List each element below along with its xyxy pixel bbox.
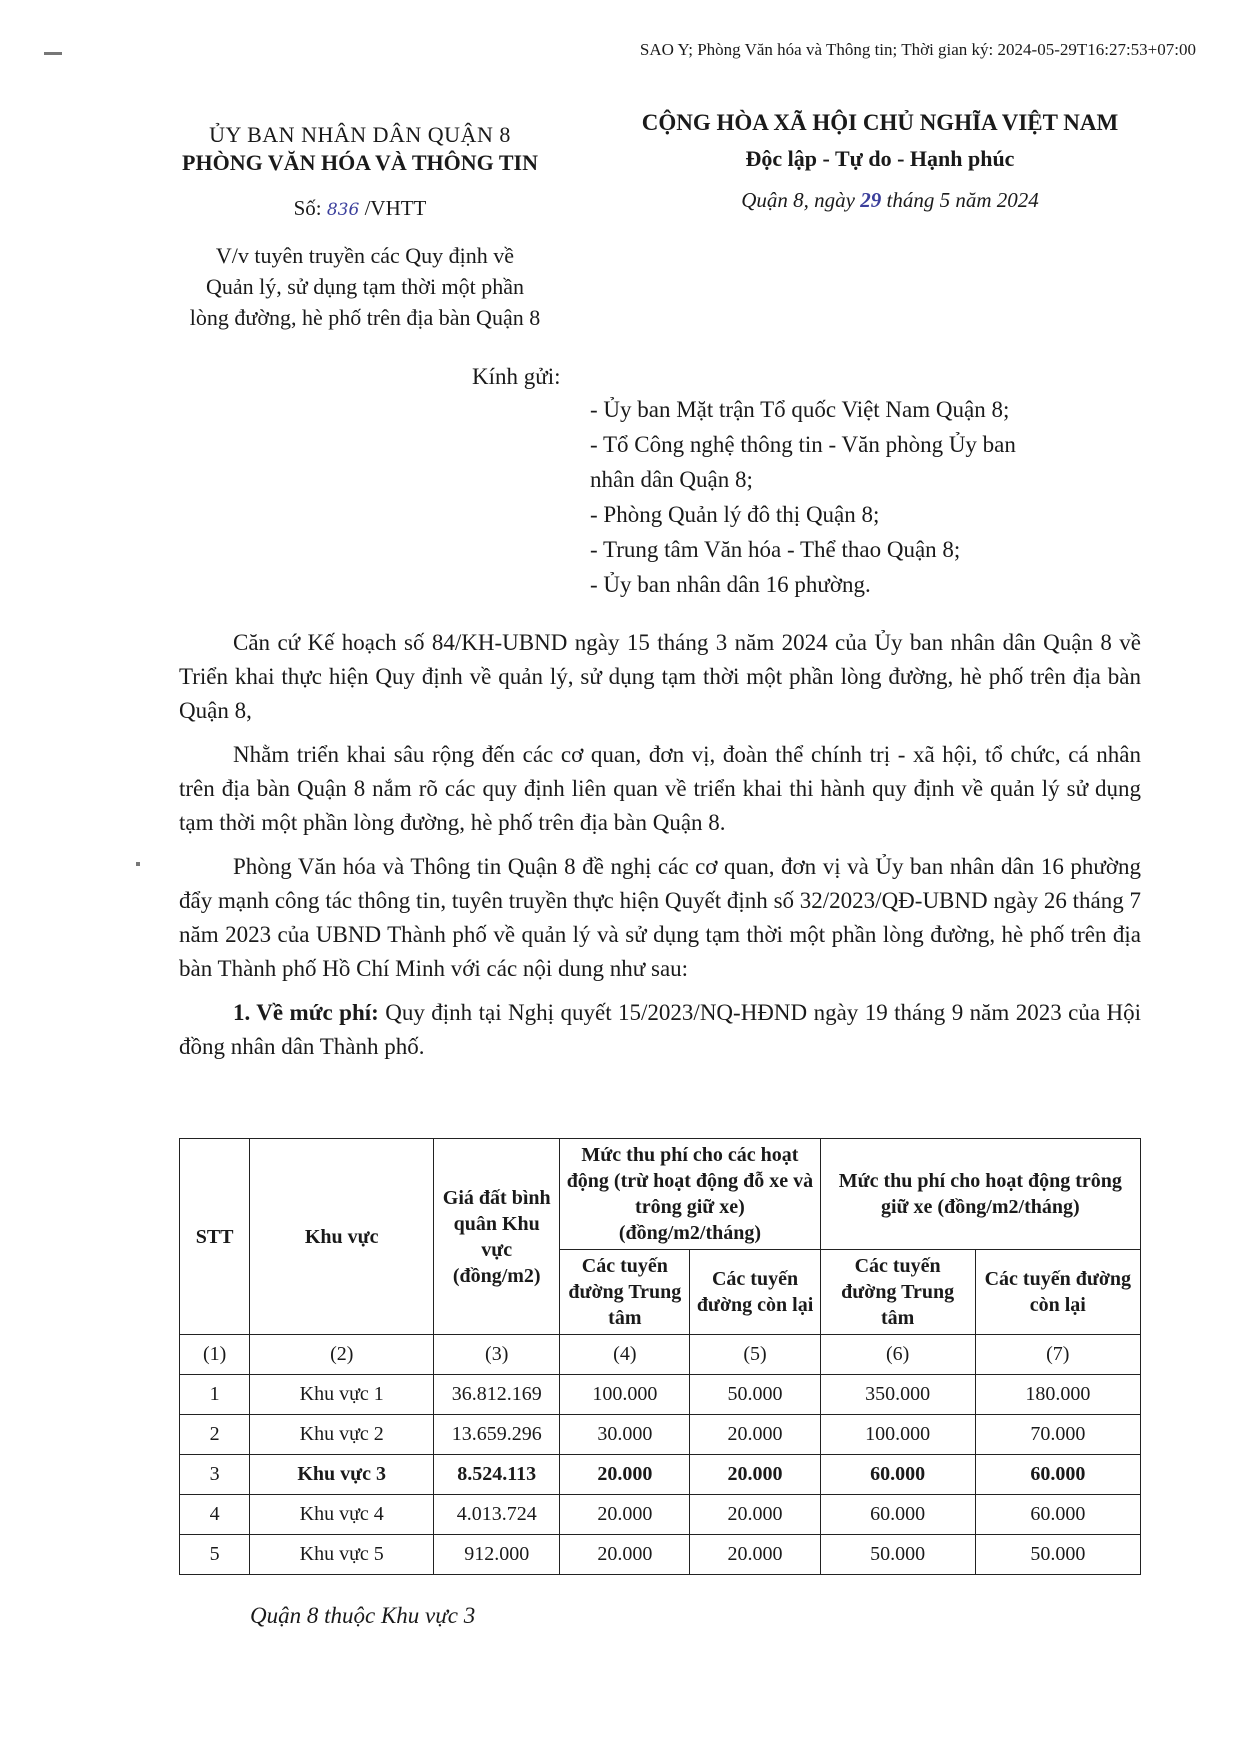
scan-dot [136,862,140,866]
table-cell: Khu vực 2 [250,1415,434,1455]
table-row [180,1375,1141,1415]
table-cell: 4 [180,1495,250,1535]
national-motto: Độc lập - Tự do - Hạnh phúc [745,146,1015,171]
table-cell: (3) [434,1335,560,1375]
table-cell: 30.000 [560,1415,690,1455]
table-cell: (5) [690,1335,820,1375]
issuing-department: PHÒNG VĂN HÓA VÀ THÔNG TIN [182,150,538,175]
table-cell: (1) [180,1335,250,1375]
table-cell: (2) [250,1335,434,1375]
table-cell: 50.000 [975,1535,1140,1575]
table-cell: 3 [180,1455,250,1495]
table-cell: 50.000 [690,1375,820,1415]
header-parking-other: Các tuyến đường còn lại [975,1250,1140,1335]
recipient-item: - Ủy ban Mặt trận Tổ quốc Việt Nam Quận 8; [590,397,1010,422]
table-cell: (7) [975,1335,1140,1375]
table-cell: 70.000 [975,1415,1140,1455]
handwritten-number: 836 [326,200,360,220]
table-cell: 20.000 [560,1455,690,1495]
table-cell: 100.000 [820,1415,975,1455]
paragraph-fee-section: 1. Về mức phí: Quy định tại Nghị quyết 15/2023/NQ-HĐND ngày 19 tháng 9 năm 2023 của Hội đồng nhân dân Thành phố. [179,1000,1141,1059]
table-row [180,1415,1141,1455]
table-cell: 20.000 [690,1535,820,1575]
header-activity-other: Các tuyến đường còn lại [690,1250,820,1335]
table-cell: 350.000 [820,1375,975,1415]
subject-line-1: V/v tuyên truyền các Quy định về [215,243,515,268]
issuing-authority: ỦY BAN NHÂN DÂN QUẬN 8 [209,122,511,147]
table-cell: Khu vực 4 [250,1495,434,1535]
table-cell: 60.000 [975,1495,1140,1535]
header-parking-fee: Mức thu phí cho hoạt động trông giữ xe (đồng/m2/tháng) [820,1139,1140,1250]
greeting: Kính gửi: [472,364,561,389]
fee-table [179,1138,1141,1575]
table-cell: 20.000 [690,1455,820,1495]
table-cell: 20.000 [560,1535,690,1575]
table-cell: Khu vực 1 [250,1375,434,1415]
recipient-item: - Ủy ban nhân dân 16 phường. [590,572,871,597]
issue-date: Quận 8, ngày 29 tháng 5 năm 2024 [741,188,1039,212]
table-cell: 20.000 [690,1415,820,1455]
table-cell: 60.000 [820,1455,975,1495]
recipient-item: - Trung tâm Văn hóa - Thể thao Quận 8; [590,537,961,562]
table-cell: 912.000 [434,1535,560,1575]
table-cell: 60.000 [975,1455,1140,1495]
table-cell: 4.013.724 [434,1495,560,1535]
table-cell: (6) [820,1335,975,1375]
table-cell: 13.659.296 [434,1415,560,1455]
table-cell: 1 [180,1375,250,1415]
table-cell: 60.000 [820,1495,975,1535]
table-cell: (4) [560,1335,690,1375]
document-body [179,626,1141,1074]
table-cell: 36.812.169 [434,1375,560,1415]
table-cell: Khu vực 3 [250,1455,434,1495]
recipient-item: nhân dân Quận 8; [590,467,753,492]
header-stt: STT [180,1139,250,1335]
copy-signature-stamp: SAO Y; Phòng Văn hóa và Thông tin; Thời gian ký: 2024-05-29T16:27:53+07:00 [639,40,1196,59]
recipient-list [590,392,1150,602]
paragraph-purpose: Nhằm triển khai sâu rộng đến các cơ quan, đơn vị, đoàn thể chính trị - xã hội, tổ chức, cá nhân trên địa bàn Quận 8 nắm rõ các quy định liên quan về triển khai thi hành quy định về quản lý sử dụng tạm thời một phần lòng đường, hè phố trên địa bàn Quận 8. [179,742,1141,835]
header-area: Khu vực [250,1139,434,1335]
table-cell: 100.000 [560,1375,690,1415]
table-index-row [180,1335,1141,1375]
paragraph-basis: Căn cứ Kế hoạch số 84/KH-UBND ngày 15 tháng 3 năm 2024 của Ủy ban nhân dân Quận 8 về Triển khai thực hiện Quy định về quản lý, sử dụng tạm thời một phần lòng đường, hè phố trên địa bàn Quận 8, [179,630,1141,723]
table-note: Quận 8 thuộc Khu vực 3 [250,1603,476,1628]
table-cell: 20.000 [690,1495,820,1535]
subject-line [150,240,580,333]
header-parking-center: Các tuyến đường Trung tâm [820,1250,975,1335]
scan-mark [44,52,62,55]
table-row-highlighted [180,1455,1141,1495]
table-cell: 8.524.113 [434,1455,560,1495]
national-title: CỘNG HÒA XÃ HỘI CHỦ NGHĨA VIỆT NAM [641,110,1119,135]
subject-line-2: Quản lý, sử dụng tạm thời một phần [205,274,525,299]
table-cell: 5 [180,1535,250,1575]
document-number: Số: 836 /VHTT [293,196,427,220]
table-cell: 50.000 [820,1535,975,1575]
table-cell: Khu vực 5 [250,1535,434,1575]
table-row [180,1495,1141,1535]
subject-line-3: lòng đường, hè phố trên địa bàn Quận 8 [189,305,541,330]
table-cell: 180.000 [975,1375,1140,1415]
header-activity-fee: Mức thu phí cho các hoạt động (trừ hoạt động đỗ xe và trông giữ xe) (đồng/m2/tháng) [560,1139,820,1250]
section-heading: 1. Về mức phí: [233,1000,379,1025]
recipient-item: - Tổ Công nghệ thông tin - Văn phòng Ủy ban [590,432,1016,457]
table-cell: 2 [180,1415,250,1455]
table-row [180,1535,1141,1575]
recipient-item: - Phòng Quản lý đô thị Quận 8; [590,502,880,527]
header-land-price: Giá đất bình quân Khu vực (đồng/m2) [434,1139,560,1335]
paragraph-request: Phòng Văn hóa và Thông tin Quận 8 đề nghị các cơ quan, đơn vị và Ủy ban nhân dân 16 phường đẩy mạnh công tác thông tin, tuyên truyền thực hiện Quyết định số 32/2023/QĐ-UBND ngày 26 tháng 7 năm 2023 của UBND Thành phố về quản lý và sử dụng tạm thời một phần lòng đường, hè phố trên địa bàn Thành phố Hồ Chí Minh với các nội dung như sau: [179,854,1141,981]
header-activity-center: Các tuyến đường Trung tâm [560,1250,690,1335]
table-cell: 20.000 [560,1495,690,1535]
handwritten-day: 29 [860,188,882,212]
